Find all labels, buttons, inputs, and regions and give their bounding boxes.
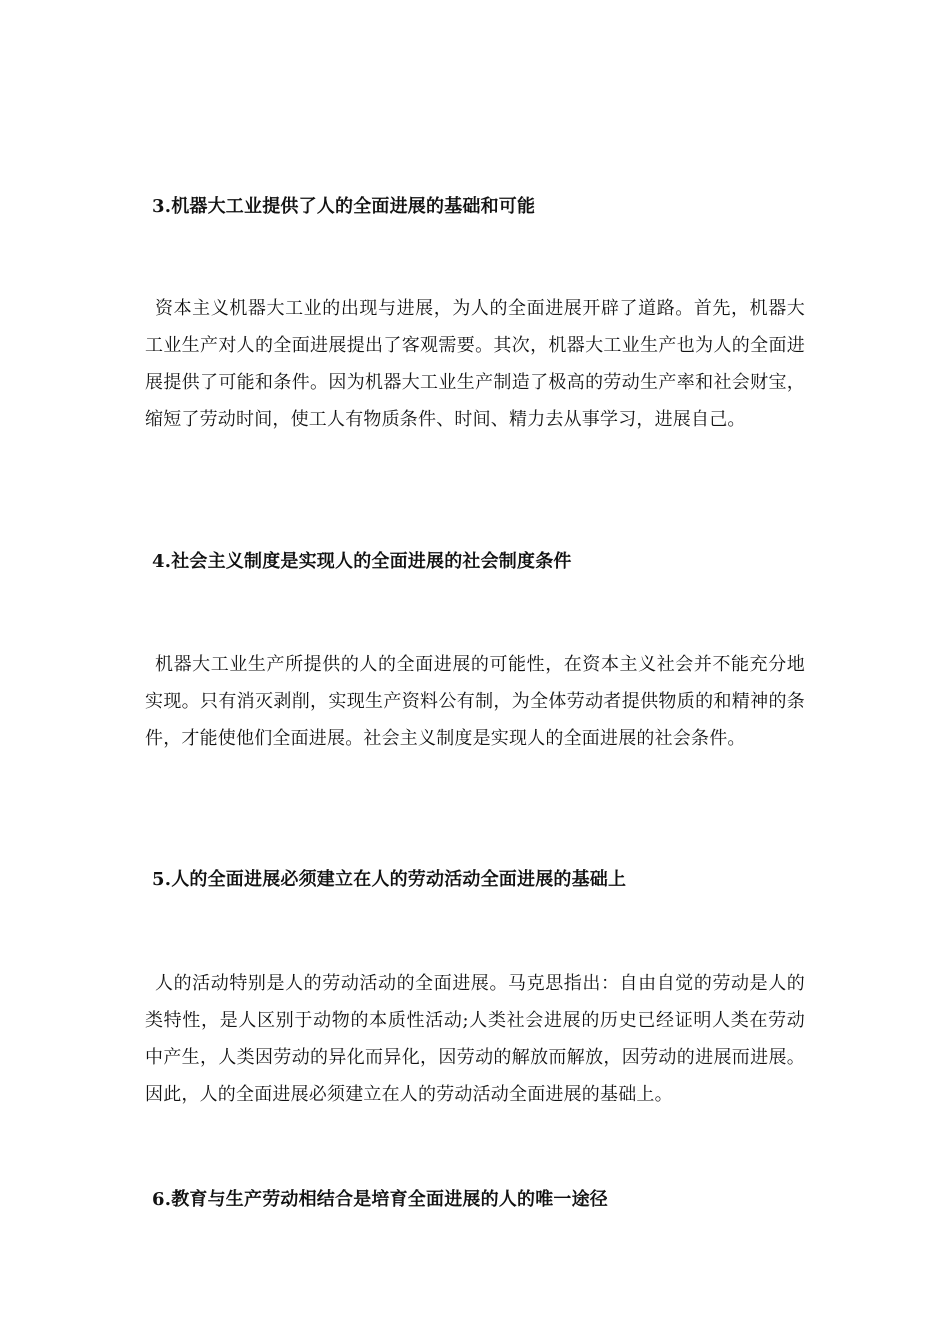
- section-paragraph-3: 资本主义机器大工业的出现与进展，为人的全面进展开辟了道路。首先，机器大工业生产对人的全面进展提出了客观需要。其次，机器大工业生产也为人的全面进展提供了可能和条件。因为机器大工业生产制造了极高的劳动生产率和社会财宝，缩短了劳动时间，使工人有物质条件、时间、精力去从事学习，进展自己。: [145, 298, 805, 430]
- section-heading-5: 5.人的全面进展必须建立在人的劳动活动全面进展的基础上: [152, 869, 627, 890]
- section-heading-6: 6.教育与生产劳动相结合是培育全面进展的人的唯一途径: [152, 1189, 608, 1210]
- section-paragraph-5: 人的活动特别是人的劳动活动的全面进展。马克思指出：自由自觉的劳动是人的类特性，是人区别于动物的本质性活动;人类社会进展的历史已经证明人类在劳动中产生，人类因劳动的异化而异化，因劳动的解放而解放，因劳动的进展而进展。因此，人的全面进展必须建立在人的劳动活动全面进展的基础上。: [145, 973, 805, 1105]
- section-paragraph-4: 机器大工业生产所提供的人的全面进展的可能性，在资本主义社会并不能充分地实现。只有消灭剥削，实现生产资料公有制，为全体劳动者提供物质的和精神的条件，才能使他们全面进展。社会主义制度是实现人的全面进展的社会条件。: [145, 654, 805, 749]
- section-heading-4: 4.社会主义制度是实现人的全面进展的社会制度条件: [152, 551, 572, 572]
- section-heading-3: 3.机器大工业提供了人的全面进展的基础和可能: [152, 196, 536, 217]
